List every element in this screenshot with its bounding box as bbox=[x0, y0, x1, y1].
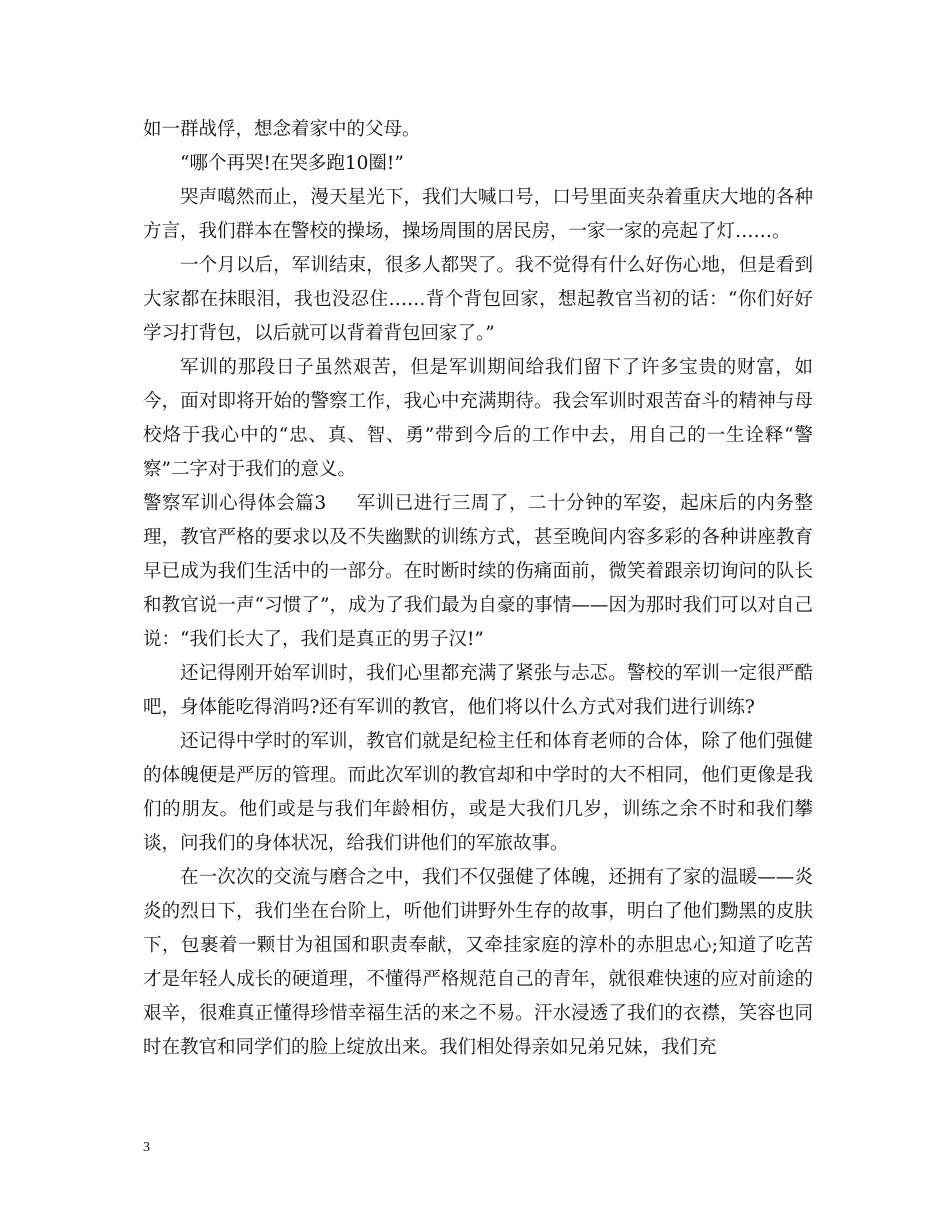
paragraph: 哭声噶然而止，漫天星光下，我们大喊口号，口号里面夹杂着重庆大地的各种方言，我们群本在警校的操场，操场周围的居民房，一家一家的亮起了灯……。 bbox=[143, 187, 813, 242]
paragraph: 还记得刚开始军训时，我们心里都充满了紧张与忐忑。警校的军训一定很严酷吧，身体能吃得消吗?还有军训的教官，他们将以什么方式对我们进行训练? bbox=[143, 663, 813, 718]
paragraph: 在一次次的交流与磨合之中，我们不仅强健了体魄，还拥有了家的温暖——炎炎的烈日下，我们坐在台阶上，听他们讲野外生存的故事，明白了他们黝黑的皮肤下，包裹着一颗甘为祖国和职责奉献，又牵挂家庭的淳朴的赤胆忠心;知道了吃苦才是年轻人成长的硬道理，不懂得严格规范自己的青年，就很难快速的应对前途的艰辛，很难真正懂得珍惜幸福生活的来之不易。汗水浸透了我们的衣襟，笑容也同时在教官和同学们的脸上绽放出来。我们相处得亲如兄弟兄妹，我们充 bbox=[143, 867, 813, 1058]
section-heading: 警察军训心得体会篇3 bbox=[143, 493, 327, 514]
paragraph: 如一群战俘，想念着家中的父母。 bbox=[143, 119, 421, 140]
section-paragraph bbox=[143, 487, 813, 657]
paragraph: 军训的那段日子虽然艰苦，但是军训期间给我们留下了许多宝贵的财富，如今，面对即将开始的警察工作，我心中充满期待。我会军训时艰苦奋斗的精神与母校烙于我心中的“忠、真、智、勇”带到今后的工作中去，用自己的一生诠释“警察”二字对于我们的意义。 bbox=[143, 357, 813, 480]
section-first-paragraph: 军训已进行三周了，二十分钟的军姿，起床后的内务整理，教官严格的要求以及不失幽默的训练方式，甚至晚间内容多彩的各种讲座教育早已成为我们生活中的一部分。在时断时续的伤痛面前，微笑着跟亲切询问的队长和教官说一声“习惯了”，成为了我们最为自豪的事情——因为那时我们可以对自己说：“我们长大了，我们是真正的男子汉!” bbox=[143, 493, 813, 650]
page-number: 3 bbox=[143, 1140, 150, 1155]
document-body bbox=[143, 113, 813, 1065]
paragraph: 还记得中学时的军训，教官们就是纪检主任和体育老师的合体，除了他们强健的体魄便是严厉的管理。而此次军训的教官却和中学时的大不相同，他们更像是我们的朋友。他们或是与我们年龄相仿，或是大我们几岁，训练之余不时和我们攀谈，问我们的身体状况，给我们讲他们的军旅故事。 bbox=[143, 731, 813, 854]
paragraph: 一个月以后，军训结束，很多人都哭了。我不觉得有什么好伤心地，但是看到大家都在抹眼泪，我也没忍住……背个背包回家，想起教官当初的话：“你们好好学习打背包，以后就可以背着背包回家了。” bbox=[143, 255, 813, 344]
paragraph: “哪个再哭!在哭多跑10圈!” bbox=[180, 153, 404, 174]
